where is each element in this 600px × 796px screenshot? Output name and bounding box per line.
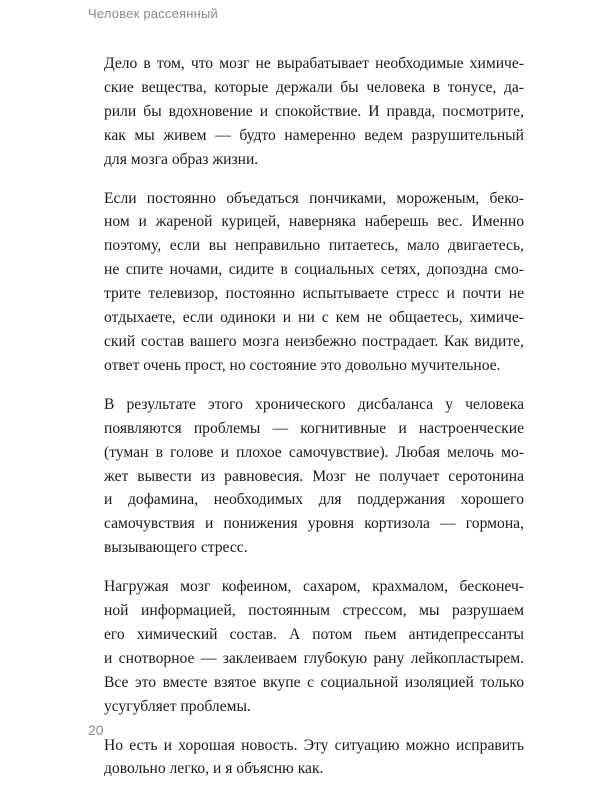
text-line: трите телевизор, постоянно испытываете стресс и почти не bbox=[104, 285, 524, 303]
text-line: ответ очень прост, но состояние это довольно мучительное. bbox=[104, 356, 501, 374]
text-line: не спите ночами, сидите в социальных сетях, допоздна смо- bbox=[104, 261, 524, 279]
text-line: появляются проблемы — когнитивные и настроенческие bbox=[104, 419, 524, 437]
text-line: и снотворное — заклеиваем глубокую рану лейкопластырем. bbox=[104, 649, 524, 667]
paragraph-4 bbox=[104, 575, 524, 718]
text-line: самочувствия и понижения уровня кортизола — гормона, bbox=[104, 515, 524, 533]
paragraph-2 bbox=[104, 187, 524, 378]
text-line: Все это вместе взятое вкупе с социальной изоляцией только bbox=[104, 673, 524, 691]
text-line: довольно легко, и я объясню как. bbox=[104, 760, 324, 778]
text-line: Дело в том, что мозг не вырабатывает необходимые химиче- bbox=[104, 55, 524, 72]
page-number: 20 bbox=[88, 722, 104, 738]
paragraph-5 bbox=[104, 734, 524, 782]
text-line: В результате этого хронического дисбаланса у человека bbox=[104, 395, 524, 413]
text-line: ский состав вашего мозга неизбежно пострадает. Как видите, bbox=[104, 332, 524, 350]
text-line: ские вещества, которые держали бы человека в тонусе, да- bbox=[104, 78, 524, 96]
text-line: и дофамина, необходимых для поддержания хорошего bbox=[104, 491, 524, 509]
paragraph-3 bbox=[104, 393, 524, 560]
text-line: вызывающего стресс. bbox=[104, 539, 248, 557]
text-line: (туман в голове и плохое самочувствие). Любая мелочь мо- bbox=[104, 443, 524, 461]
text-line: рили бы вдохновение и спокойствие. И правда, посмотрите, bbox=[104, 102, 524, 120]
text-line: отдыхаете, если одиноки и ни с кем не общаетесь, химиче- bbox=[104, 309, 524, 327]
running-header: Человек рассеянный bbox=[88, 6, 219, 21]
text-line: Но есть и хорошая новость. Эту ситуацию можно исправить bbox=[104, 736, 524, 754]
text-line: для мозга образ жизни. bbox=[104, 150, 259, 168]
text-line: Если постоянно объедаться пончиками, мороженым, беко- bbox=[104, 189, 524, 207]
text-line: ном и жареной курицей, наверняка наберешь вес. Именно bbox=[104, 213, 524, 231]
text-line: Нагружая мозг кофеином, сахаром, крахмалом, бесконеч- bbox=[104, 578, 524, 596]
body-text bbox=[104, 52, 524, 796]
text-line: ной информацией, постоянным стрессом, мы разрушаем bbox=[104, 602, 524, 620]
text-line: как мы живем — будто намеренно ведем разрушительный bbox=[104, 126, 524, 144]
text-line: жет вывести из равновесия. Мозг не получает серотонина bbox=[104, 467, 524, 485]
text-line: поэтому, если вы неправильно питаетесь, мало двигаетесь, bbox=[104, 237, 524, 255]
paragraph-1 bbox=[104, 52, 524, 172]
text-line: его химический состав. А потом пьем антидепрессанты bbox=[104, 625, 524, 643]
text-line: усугубляет проблемы. bbox=[104, 697, 251, 715]
